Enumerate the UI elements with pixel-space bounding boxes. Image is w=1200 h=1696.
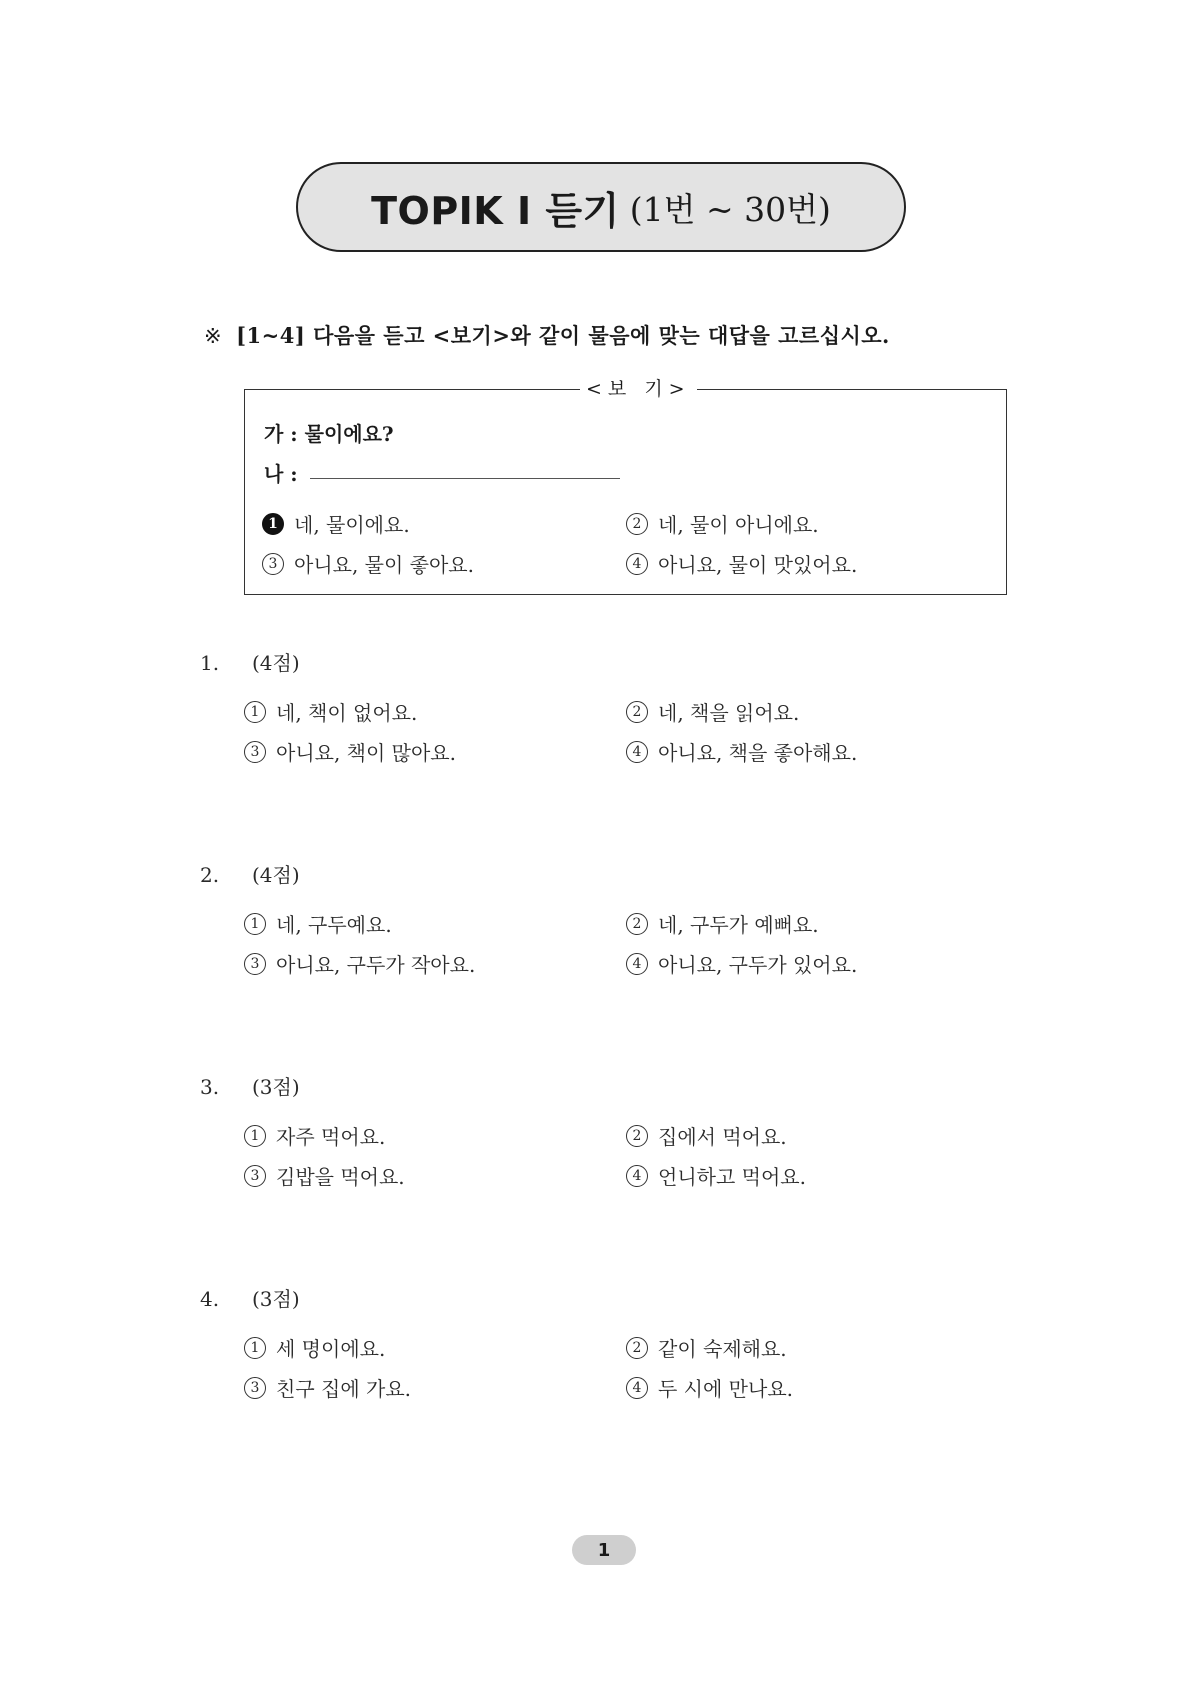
question-points: (4점) <box>252 863 300 887</box>
example-line-a: 가 : 물이에요? <box>264 422 394 446</box>
option-number: 4 <box>626 553 648 575</box>
option-number: 1 <box>244 913 266 935</box>
option-text: 같이 숙제해요. <box>658 1337 787 1361</box>
question-number: 2. <box>200 863 220 887</box>
option-text: 아니요, 구두가 작아요. <box>276 953 476 977</box>
option-text: 두 시에 만나요. <box>658 1377 793 1401</box>
question-number: 1. <box>200 651 220 675</box>
option-number: 1 <box>244 701 266 723</box>
option-number: 3 <box>244 953 266 975</box>
option-number-filled: 1 <box>262 513 284 535</box>
question-2-header <box>200 859 300 888</box>
option-text: 아니요, 책이 많아요. <box>276 741 456 765</box>
instruction-text: [1~4] 다음을 듣고 <보기>와 같이 물음에 맞는 대답을 고르십시오. <box>236 323 890 348</box>
option-text: 집에서 먹어요. <box>658 1125 787 1149</box>
q4-option-4[interactable] <box>626 1373 793 1402</box>
page-number: 1 <box>572 1535 636 1565</box>
q1-option-4[interactable] <box>626 737 857 766</box>
section-range: (1번 ~ 30번) <box>629 189 831 229</box>
question-number: 4. <box>200 1287 220 1311</box>
q1-option-3[interactable] <box>244 737 456 766</box>
question-points: (3점) <box>252 1075 300 1099</box>
example-label: <보 기> <box>580 374 697 401</box>
option-number: 3 <box>244 741 266 763</box>
option-text: 김밥을 먹어요. <box>276 1165 405 1189</box>
option-number: 1 <box>244 1337 266 1359</box>
option-text: 네, 물이에요. <box>294 513 410 537</box>
option-number: 2 <box>626 1125 648 1147</box>
instruction <box>204 320 890 350</box>
option-text: 아니요, 책을 좋아해요. <box>658 741 858 765</box>
q3-option-4[interactable] <box>626 1161 806 1190</box>
example-option-3 <box>262 549 474 578</box>
option-number: 1 <box>244 1125 266 1147</box>
question-3-header <box>200 1071 300 1100</box>
example-option-4 <box>626 549 857 578</box>
q2-option-2[interactable] <box>626 909 819 938</box>
example-option-1 <box>262 509 410 538</box>
option-text: 언니하고 먹어요. <box>658 1165 806 1189</box>
option-number: 3 <box>244 1165 266 1187</box>
reference-mark: ※ <box>204 324 223 348</box>
option-number: 4 <box>626 741 648 763</box>
section-title: TOPIK Ⅰ 듣기 <box>371 188 620 233</box>
section-title-banner <box>296 162 906 252</box>
option-text: 자주 먹어요. <box>276 1125 386 1149</box>
option-number: 4 <box>626 1377 648 1399</box>
q3-option-2[interactable] <box>626 1121 787 1150</box>
q2-option-4[interactable] <box>626 949 857 978</box>
option-number: 2 <box>626 1337 648 1359</box>
option-number: 3 <box>244 1377 266 1399</box>
q1-option-1[interactable] <box>244 697 417 726</box>
q4-option-1[interactable] <box>244 1333 385 1362</box>
question-1-header <box>200 647 300 676</box>
question-number: 3. <box>200 1075 220 1099</box>
option-text: 아니요, 물이 좋아요. <box>294 553 474 577</box>
example-line-b: 나 : <box>264 462 298 486</box>
option-text: 아니요, 물이 맛있어요. <box>658 553 858 577</box>
option-text: 친구 집에 가요. <box>276 1377 411 1401</box>
option-number: 2 <box>626 701 648 723</box>
q2-option-1[interactable] <box>244 909 392 938</box>
option-text: 네, 구두가 예뻐요. <box>658 913 819 937</box>
q3-option-1[interactable] <box>244 1121 385 1150</box>
question-points: (4점) <box>252 651 300 675</box>
question-points: (3점) <box>252 1287 300 1311</box>
question-4-header <box>200 1283 300 1312</box>
q4-option-2[interactable] <box>626 1333 787 1362</box>
option-number: 4 <box>626 1165 648 1187</box>
option-text: 네, 책이 없어요. <box>276 701 418 725</box>
q1-option-2[interactable] <box>626 697 799 726</box>
option-number: 2 <box>626 913 648 935</box>
option-number: 4 <box>626 953 648 975</box>
answer-blank <box>310 478 620 479</box>
q3-option-3[interactable] <box>244 1161 405 1190</box>
q2-option-3[interactable] <box>244 949 475 978</box>
option-text: 세 명이에요. <box>276 1337 386 1361</box>
option-number: 2 <box>626 513 648 535</box>
q4-option-3[interactable] <box>244 1373 411 1402</box>
example-option-2 <box>626 509 819 538</box>
option-text: 네, 물이 아니에요. <box>658 513 819 537</box>
option-text: 네, 책을 읽어요. <box>658 701 800 725</box>
option-text: 네, 구두예요. <box>276 913 392 937</box>
option-text: 아니요, 구두가 있어요. <box>658 953 858 977</box>
option-number: 3 <box>262 553 284 575</box>
